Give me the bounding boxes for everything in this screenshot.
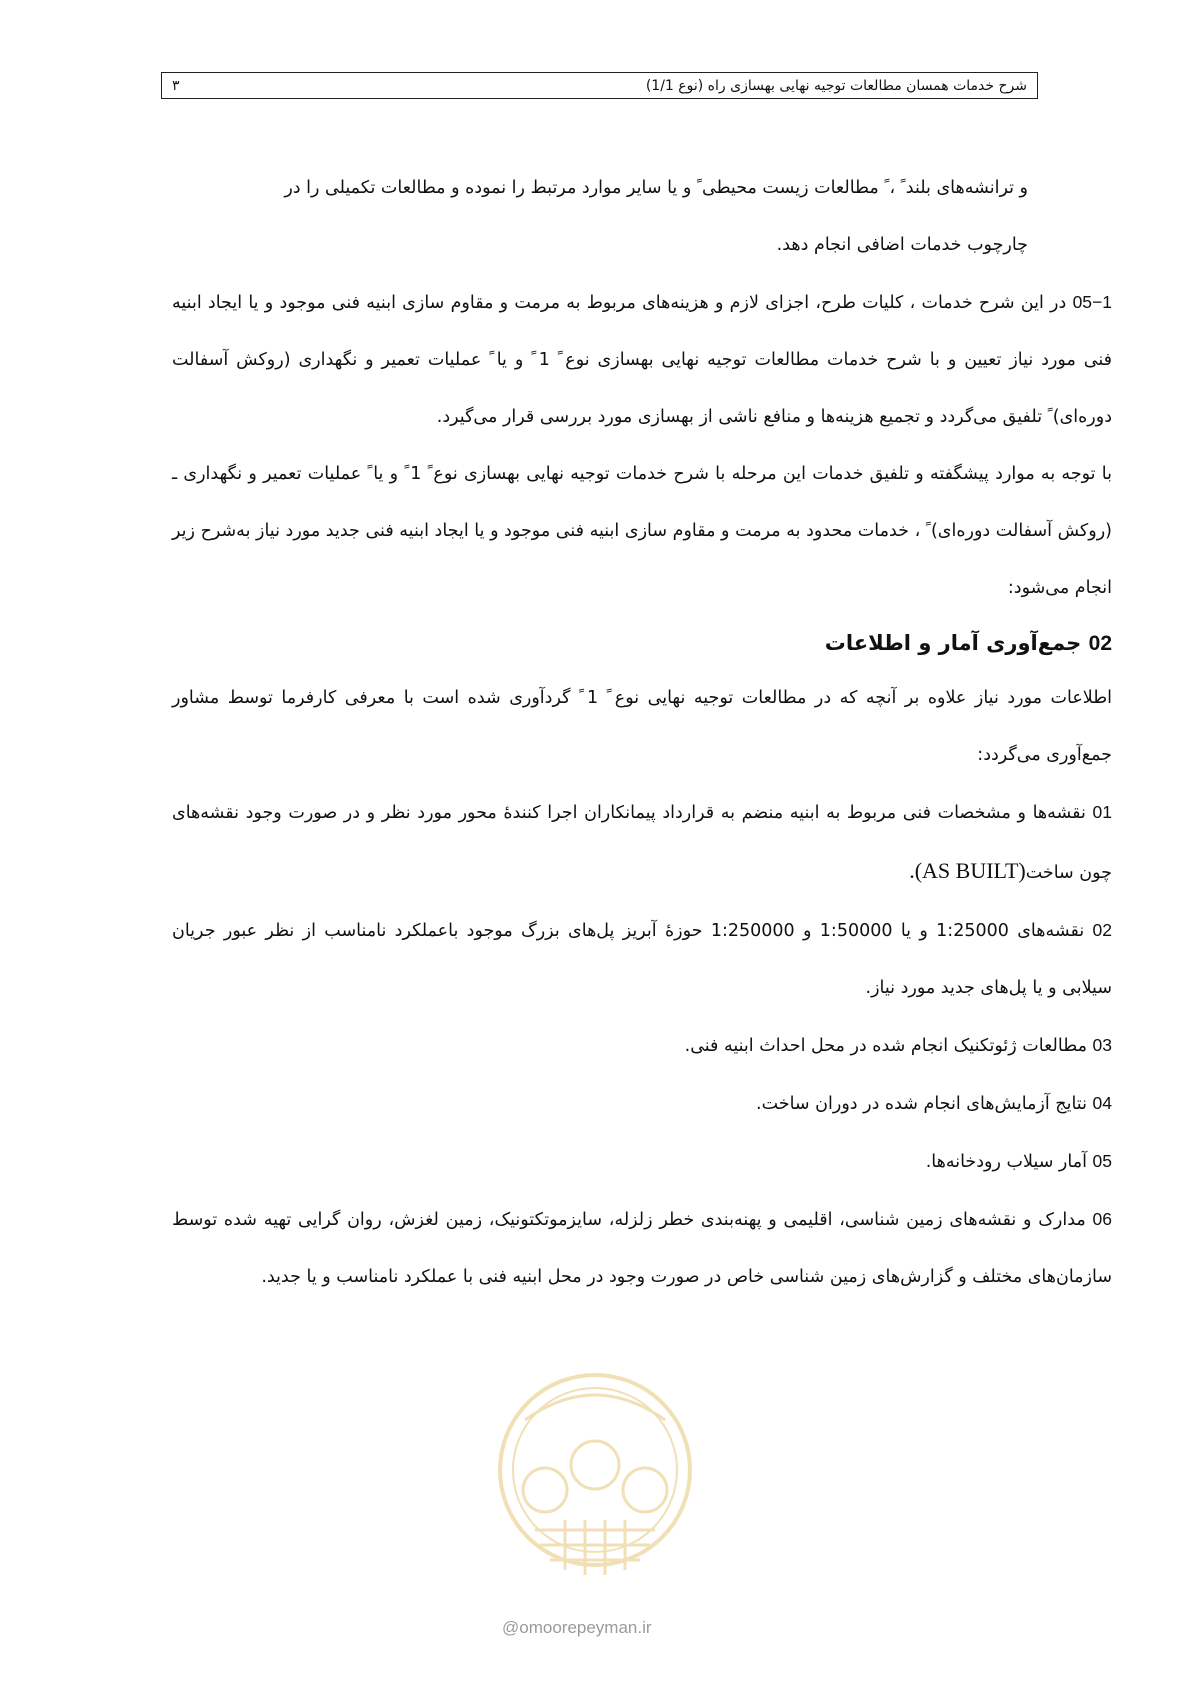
- item-number: 05: [1092, 1151, 1112, 1171]
- list-item: [172, 1075, 1112, 1133]
- page-header: [161, 72, 1038, 99]
- item-number: 01: [1092, 802, 1112, 822]
- section-heading: [172, 617, 1112, 670]
- intro-line-1: و ترانشه‌های بلند ً ، ً مطالعات زیست محیطی ً و یا سایر موارد مرتبط را نموده و مطالعات تکمیلی را در: [284, 178, 1028, 198]
- item-text: نقشه‌های 1:25000 و یا 1:50000 و 1:250000 حوزهٔ آبریز پل‌های بزرگ موجود باعملکرد نامناسب از نظر عبور جریان سیلابی و یا پل‌های جدید مورد نیاز.: [172, 921, 1112, 998]
- list-item: [172, 902, 1112, 1017]
- item-number: 02: [1092, 920, 1112, 940]
- section-intro: اطلاعات مورد نیاز علاوه بر آنچه که در مطالعات توجیه نهایی نوع ً 1 ً گردآوری شده است با معرفی کارفرما توسط مشاور جمع‌آوری می‌گردد:: [172, 688, 1112, 765]
- item-text: نقشه‌ها و مشخصات فنی مربوط به ابنیه منضم به قرارداد پیمانکاران اجرا کنندهٔ محور مورد نظر و در صورت وجود نقشه‌های چون ساخت: [172, 803, 1112, 883]
- paragraph-text: در این شرح خدمات ، کلیات طرح، اجزای لازم و هزینه‌های مربوط به مرمت و مقاوم سازی ابنیه فنی موجود و یا ایجاد ابنیه فنی مورد نیاز تعیین و با شرح خدمات مطالعات توجیه نهایی بهسازی نوع ً 1 ً و یا ً عملیات تعمیر و نگهداری (روکش آسفالت دوره‌ای) ً تلفیق می‌گردد و تجمیع هزینه‌ها و منافع ناشی از بهسازی مورد بررسی قرار می‌گیرد.: [172, 293, 1112, 427]
- item-text: مدارک و نقشه‌های زمین شناسی، اقلیمی و پهنه‌بندی خطر زلزله، سایزموتکتونیک، زمین لغزش، روان گرایی تهیه شده توسط سازمان‌های مختلف و گزارش‌های زمین شناسی خاص در صورت وجود در محل ابنیه فنی با عملکرد نامناسب و یا جدید.: [172, 1210, 1112, 1287]
- item-number: 06: [1092, 1209, 1112, 1229]
- paragraph-0105: [172, 274, 1112, 446]
- list-item: [172, 784, 1112, 902]
- item-text: نتایج آزمایش‌های انجام شده در دوران ساخت.: [756, 1094, 1087, 1114]
- list-item: [172, 1191, 1112, 1306]
- item-latin: (AS BUILT).: [909, 858, 1026, 883]
- watermark-site: @omoorepeyman.ir: [502, 1618, 652, 1637]
- header-title: شرح خدمات همسان مطالعات توجیه نهایی بهسازی راه (نوع 1/1): [645, 77, 1027, 94]
- list-item: [172, 1133, 1112, 1191]
- paragraph-attention: با توجه به موارد پیشگفته و تلفیق خدمات این مرحله با شرح خدمات توجیه نهایی بهسازی نوع ً 1 ً و یا ً عملیات تعمیر و نگهداری ـ (روکش آسفالت دوره‌ای) ً ، خدمات محدود به مرمت و مقاوم سازی ابنیه فنی موجود و یا ایجاد ابنیه فنی جدید مورد نیاز به‌شرح زیر انجام می‌شود:: [172, 464, 1112, 598]
- item-number: 04: [1092, 1093, 1112, 1113]
- item-text: آمار سیلاب رودخانه‌ها.: [925, 1152, 1087, 1172]
- paragraph-number: 05−1: [1072, 292, 1112, 312]
- intro-line-2: چارچوب خدمات اضافی انجام دهد.: [776, 235, 1028, 255]
- section-number: 02: [1088, 632, 1112, 655]
- section-title: جمع‌آوری آمار و اطلاعات: [824, 631, 1082, 655]
- page-number: ۳: [172, 77, 180, 94]
- item-text: مطالعات ژئوتکنیک انجام شده در محل احداث ابنیه فنی.: [684, 1036, 1087, 1056]
- item-number: 03: [1092, 1035, 1112, 1055]
- document-body: [172, 160, 1112, 1306]
- seal-logo-icon: [485, 1360, 705, 1600]
- list-item: [172, 1017, 1112, 1075]
